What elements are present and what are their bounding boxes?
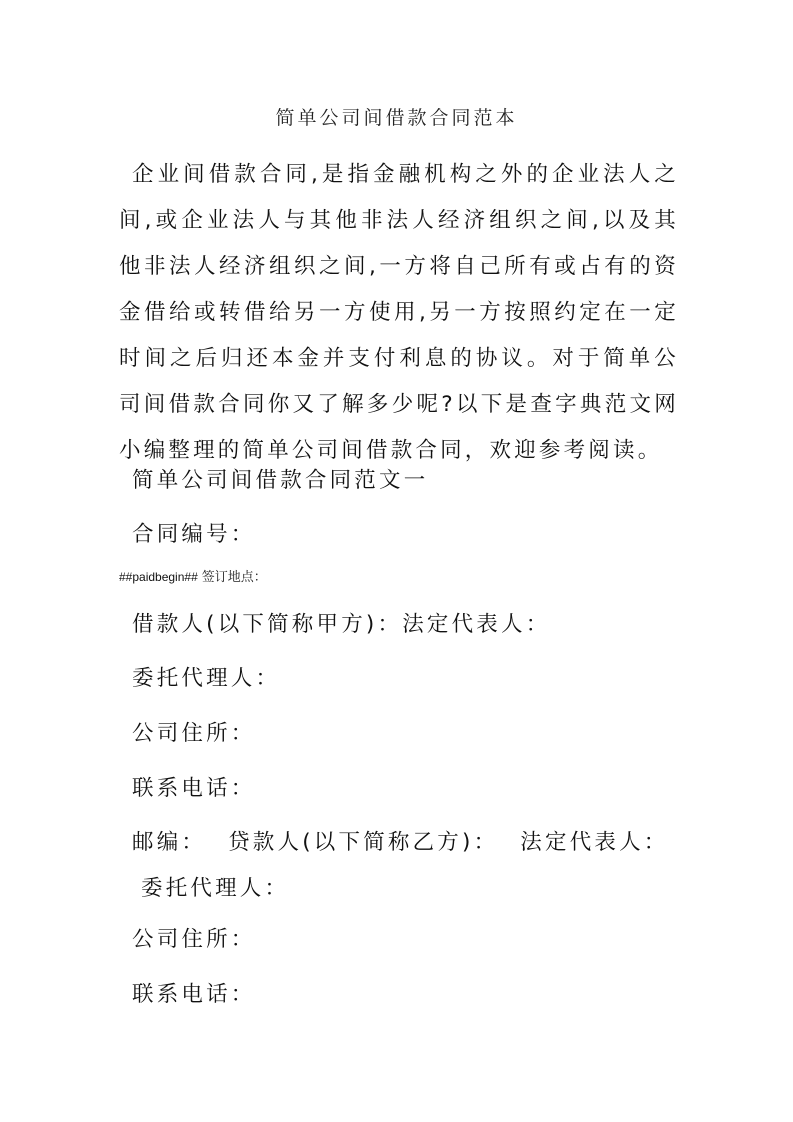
- borrower-agent-label: 委托代理人：: [132, 666, 281, 691]
- borrower-party-line: [132, 610, 550, 640]
- document-title: 简单公司间借款合同范本: [275, 107, 518, 129]
- paid-marker: ##paidbegin##: [119, 570, 198, 584]
- intro-paragraph: 企业间借款合同,是指金融机构之外的企业法人之间,或企业法人与其他非法人经济组织之间,以及其他非法人经济组织之间,一方将自己所有或占有的资金借给或转借给另一方使用,另一方按照约定在一定时间之后归还本金并支付利息的协议。对于简单公司间借款合同你又了解多少呢?以下是查字典范文网小编整理的简单公司间借款合同，欢迎参考阅读。: [119, 162, 679, 463]
- lender-party-line: [119, 820, 679, 912]
- borrower-party-label: 借款人(以下简称甲方)：: [132, 612, 403, 637]
- borrower-legal-rep-label: 法定代表人：: [402, 612, 551, 637]
- signing-place-line: [119, 568, 267, 586]
- contract-number-label: 合同编号：: [132, 522, 256, 547]
- borrower-phone-label: 联系电话：: [132, 776, 256, 801]
- lender-legal-rep-label: 法定代表人：: [520, 830, 669, 855]
- lender-party-label: 贷款人(以下简称乙方)：: [228, 830, 499, 855]
- lender-agent-label: 委托代理人：: [141, 876, 290, 901]
- lender-phone-label: 联系电话：: [132, 982, 256, 1007]
- lender-postcode-label: 邮编：: [132, 830, 207, 855]
- signing-place-label: 签订地点：: [201, 569, 267, 584]
- lender-address-label: 公司住所：: [132, 927, 256, 952]
- borrower-address-label: 公司住所：: [132, 721, 256, 746]
- section-heading: 简单公司间借款合同范文一: [132, 468, 429, 493]
